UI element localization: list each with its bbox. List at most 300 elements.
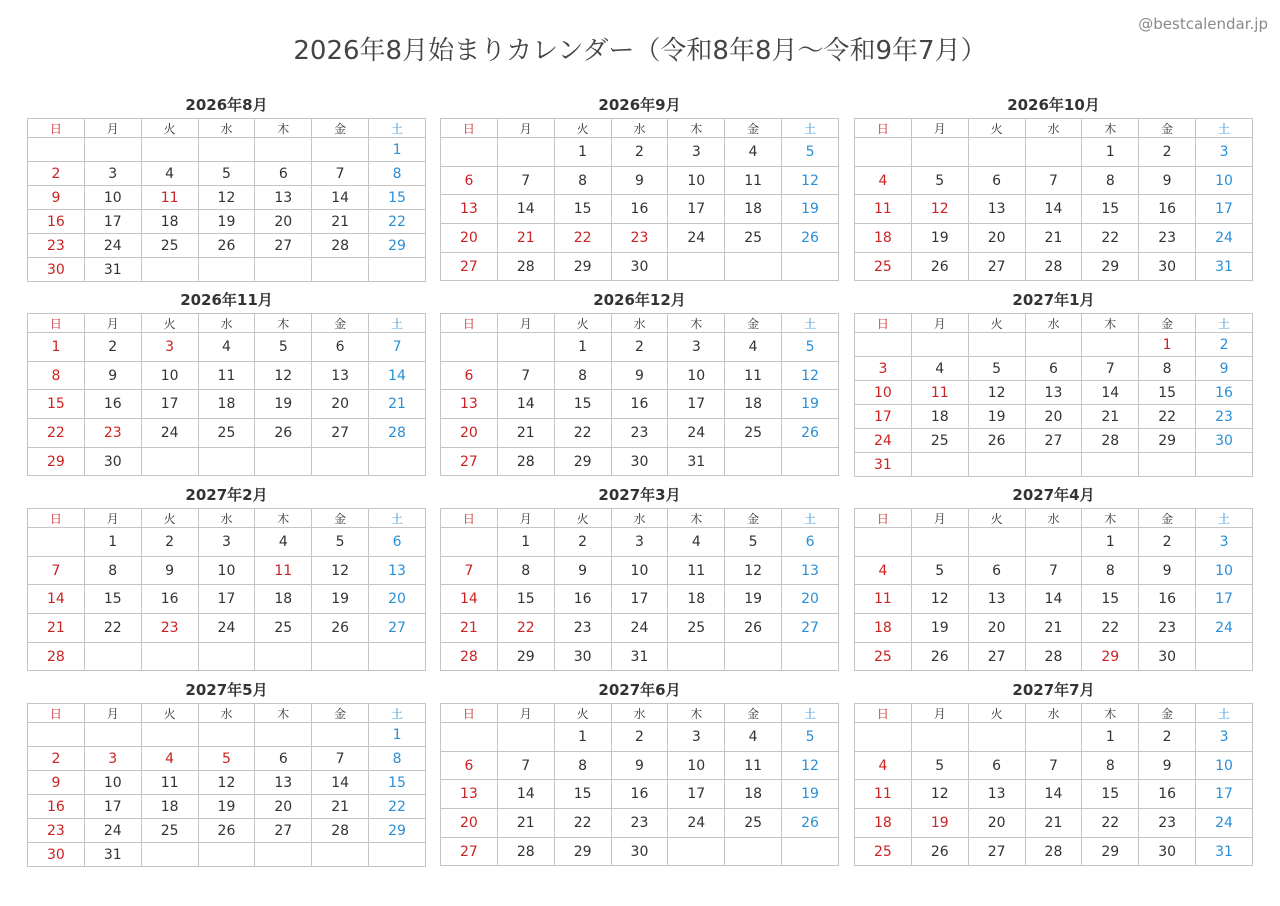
day-cell: 23 [611, 224, 668, 253]
day-cell: 12 [255, 361, 312, 390]
weekday-header: 木 [1082, 119, 1139, 138]
month-table [440, 508, 839, 671]
week-row [441, 751, 839, 780]
day-cell: 19 [255, 390, 312, 419]
day-cell: 24 [668, 809, 725, 838]
day-cell: 4 [911, 357, 968, 381]
day-cell: 23 [611, 809, 668, 838]
empty-cell [198, 138, 255, 162]
week-row [855, 224, 1253, 253]
weekday-header: 土 [1196, 119, 1253, 138]
weekday-header: 日 [28, 119, 85, 138]
day-cell: 3 [84, 162, 141, 186]
day-cell: 23 [554, 614, 611, 643]
month-calendar [27, 677, 426, 867]
month-calendar [854, 287, 1253, 477]
week-row [855, 429, 1253, 453]
day-cell: 25 [725, 224, 782, 253]
day-cell: 29 [1139, 429, 1196, 453]
empty-cell [441, 333, 498, 362]
day-cell: 17 [855, 405, 912, 429]
day-cell: 14 [1025, 780, 1082, 809]
day-cell: 17 [1196, 195, 1253, 224]
day-cell: 2 [554, 528, 611, 557]
month-table [27, 313, 426, 476]
week-row [855, 405, 1253, 429]
day-cell: 5 [911, 751, 968, 780]
empty-cell [312, 642, 369, 671]
day-cell: 21 [312, 795, 369, 819]
week-row [855, 780, 1253, 809]
empty-cell [497, 333, 554, 362]
weekday-header: 火 [141, 119, 198, 138]
empty-cell [1025, 528, 1082, 557]
weekday-header: 金 [312, 314, 369, 333]
week-row [441, 333, 839, 362]
day-cell: 30 [84, 447, 141, 476]
day-cell: 8 [1082, 166, 1139, 195]
day-cell: 22 [1082, 614, 1139, 643]
week-row [855, 642, 1253, 671]
day-cell: 16 [1139, 195, 1196, 224]
day-cell: 1 [497, 528, 554, 557]
weekday-header: 月 [497, 314, 554, 333]
weekday-header: 金 [725, 509, 782, 528]
empty-cell [911, 138, 968, 167]
day-cell: 19 [312, 585, 369, 614]
day-cell: 31 [855, 453, 912, 477]
day-cell: 27 [968, 642, 1025, 671]
day-cell: 6 [441, 166, 498, 195]
weekday-header: 水 [1025, 314, 1082, 333]
day-cell: 29 [497, 642, 554, 671]
day-cell: 22 [554, 809, 611, 838]
day-cell: 29 [554, 252, 611, 281]
day-cell: 8 [84, 556, 141, 585]
day-cell: 11 [141, 186, 198, 210]
weekday-header: 月 [497, 704, 554, 723]
day-cell: 21 [1082, 405, 1139, 429]
day-cell: 6 [968, 556, 1025, 585]
weekday-header: 金 [1139, 119, 1196, 138]
day-cell: 24 [84, 234, 141, 258]
day-cell: 25 [198, 419, 255, 448]
weekday-header: 日 [441, 314, 498, 333]
day-cell: 19 [911, 224, 968, 253]
month-table [854, 313, 1253, 477]
day-cell: 30 [28, 843, 85, 867]
weekday-header: 日 [441, 119, 498, 138]
day-cell: 29 [1082, 252, 1139, 281]
day-cell: 7 [312, 162, 369, 186]
weekday-header: 日 [855, 314, 912, 333]
day-cell: 31 [84, 258, 141, 282]
day-cell: 14 [1025, 585, 1082, 614]
day-cell: 8 [369, 747, 426, 771]
week-row [28, 585, 426, 614]
day-cell: 28 [1025, 837, 1082, 866]
day-cell: 13 [255, 186, 312, 210]
day-cell: 26 [312, 614, 369, 643]
day-cell: 22 [497, 614, 554, 643]
day-cell: 13 [968, 195, 1025, 224]
empty-cell [369, 642, 426, 671]
week-row [28, 771, 426, 795]
weekday-header: 日 [441, 509, 498, 528]
empty-cell [968, 723, 1025, 752]
day-cell: 31 [1196, 837, 1253, 866]
day-cell: 7 [1025, 166, 1082, 195]
day-cell: 18 [198, 390, 255, 419]
weekday-header-row [28, 704, 426, 723]
day-cell: 11 [141, 771, 198, 795]
month-title: 2026年12月 [593, 291, 686, 309]
day-cell: 23 [28, 819, 85, 843]
day-cell: 9 [611, 166, 668, 195]
weekday-header: 土 [369, 509, 426, 528]
day-cell: 8 [497, 556, 554, 585]
day-cell: 16 [1196, 381, 1253, 405]
empty-cell [255, 642, 312, 671]
day-cell: 14 [497, 195, 554, 224]
day-cell: 24 [611, 614, 668, 643]
day-cell: 23 [1139, 809, 1196, 838]
day-cell: 22 [1139, 405, 1196, 429]
day-cell: 3 [1196, 723, 1253, 752]
empty-cell [28, 138, 85, 162]
day-cell: 27 [369, 614, 426, 643]
day-cell: 16 [28, 210, 85, 234]
day-cell: 24 [668, 224, 725, 253]
empty-cell [28, 528, 85, 557]
week-row [441, 556, 839, 585]
weekday-header: 日 [855, 509, 912, 528]
day-cell: 14 [312, 771, 369, 795]
day-cell: 17 [611, 585, 668, 614]
empty-cell [255, 447, 312, 476]
empty-cell [782, 837, 839, 866]
day-cell: 17 [1196, 780, 1253, 809]
empty-cell [911, 723, 968, 752]
day-cell: 2 [28, 747, 85, 771]
day-cell: 1 [554, 333, 611, 362]
day-cell: 13 [441, 780, 498, 809]
day-cell: 8 [369, 162, 426, 186]
day-cell: 13 [441, 195, 498, 224]
day-cell: 23 [1139, 614, 1196, 643]
day-cell: 10 [84, 771, 141, 795]
week-row [855, 252, 1253, 281]
day-cell: 4 [198, 333, 255, 362]
week-row [441, 419, 839, 448]
month-title: 2026年11月 [180, 291, 273, 309]
day-cell: 15 [1139, 381, 1196, 405]
month-calendar [440, 92, 839, 281]
weekday-header: 土 [1196, 509, 1253, 528]
day-cell: 9 [28, 186, 85, 210]
day-cell: 8 [554, 166, 611, 195]
day-cell: 6 [782, 528, 839, 557]
empty-cell [1196, 453, 1253, 477]
empty-cell [782, 642, 839, 671]
month-table [440, 118, 839, 281]
day-cell: 16 [1139, 585, 1196, 614]
page-title: 2026年8月始まりカレンダー（令和8年8月〜令和9年7月） [293, 36, 987, 66]
month-title: 2027年5月 [185, 681, 268, 699]
day-cell: 27 [255, 234, 312, 258]
day-cell: 9 [28, 771, 85, 795]
day-cell: 29 [1082, 642, 1139, 671]
weekday-header-row [441, 119, 839, 138]
day-cell: 28 [1025, 642, 1082, 671]
weekday-header-row [28, 509, 426, 528]
day-cell: 25 [911, 429, 968, 453]
day-cell: 2 [611, 333, 668, 362]
day-cell: 16 [84, 390, 141, 419]
week-row [28, 210, 426, 234]
weekday-header: 火 [968, 704, 1025, 723]
empty-cell [141, 447, 198, 476]
day-cell: 15 [369, 186, 426, 210]
day-cell: 16 [611, 390, 668, 419]
day-cell: 17 [1196, 585, 1253, 614]
month-calendar [854, 482, 1253, 671]
day-cell: 12 [725, 556, 782, 585]
empty-cell [911, 453, 968, 477]
empty-cell [725, 252, 782, 281]
day-cell: 20 [369, 585, 426, 614]
day-cell: 16 [1139, 780, 1196, 809]
day-cell: 16 [611, 780, 668, 809]
weekday-header: 土 [782, 509, 839, 528]
day-cell: 30 [1139, 252, 1196, 281]
week-row [28, 258, 426, 282]
day-cell: 19 [198, 210, 255, 234]
day-cell: 3 [198, 528, 255, 557]
empty-cell [855, 528, 912, 557]
day-cell: 17 [141, 390, 198, 419]
day-cell: 27 [255, 819, 312, 843]
day-cell: 5 [782, 333, 839, 362]
day-cell: 22 [369, 210, 426, 234]
day-cell: 26 [968, 429, 1025, 453]
empty-cell [968, 453, 1025, 477]
day-cell: 18 [855, 224, 912, 253]
empty-cell [497, 723, 554, 752]
day-cell: 7 [28, 556, 85, 585]
day-cell: 5 [198, 162, 255, 186]
week-row [28, 333, 426, 362]
day-cell: 17 [668, 195, 725, 224]
month-calendar [27, 92, 426, 282]
weekday-header-row [441, 509, 839, 528]
day-cell: 18 [725, 780, 782, 809]
day-cell: 23 [1139, 224, 1196, 253]
day-cell: 14 [369, 361, 426, 390]
week-row [441, 723, 839, 752]
day-cell: 3 [1196, 528, 1253, 557]
weekday-header: 月 [911, 119, 968, 138]
week-row [855, 138, 1253, 167]
day-cell: 3 [668, 723, 725, 752]
day-cell: 17 [668, 390, 725, 419]
month-title: 2027年6月 [598, 681, 681, 699]
day-cell: 28 [1025, 252, 1082, 281]
month-title: 2027年3月 [598, 486, 681, 504]
day-cell: 18 [255, 585, 312, 614]
day-cell: 15 [554, 780, 611, 809]
day-cell: 7 [312, 747, 369, 771]
empty-cell [255, 723, 312, 747]
week-row [28, 186, 426, 210]
day-cell: 3 [84, 747, 141, 771]
day-cell: 4 [725, 723, 782, 752]
day-cell: 9 [1139, 556, 1196, 585]
month-table [27, 703, 426, 867]
day-cell: 5 [911, 556, 968, 585]
weekday-header: 火 [968, 509, 1025, 528]
day-cell: 16 [141, 585, 198, 614]
weekday-header: 木 [668, 314, 725, 333]
empty-cell [141, 258, 198, 282]
week-row [855, 195, 1253, 224]
week-row [855, 166, 1253, 195]
weekday-header-row [441, 704, 839, 723]
day-cell: 17 [84, 795, 141, 819]
day-cell: 5 [911, 166, 968, 195]
week-row [28, 138, 426, 162]
empty-cell [255, 843, 312, 867]
day-cell: 21 [1025, 224, 1082, 253]
empty-cell [84, 138, 141, 162]
weekday-header: 月 [911, 509, 968, 528]
weekday-header: 金 [1139, 314, 1196, 333]
day-cell: 1 [554, 138, 611, 167]
day-cell: 15 [554, 195, 611, 224]
day-cell: 17 [198, 585, 255, 614]
day-cell: 26 [782, 419, 839, 448]
day-cell: 11 [725, 361, 782, 390]
week-row [441, 195, 839, 224]
empty-cell [725, 837, 782, 866]
day-cell: 20 [968, 614, 1025, 643]
week-row [28, 642, 426, 671]
empty-cell [782, 252, 839, 281]
day-cell: 30 [28, 258, 85, 282]
day-cell: 10 [668, 361, 725, 390]
day-cell: 12 [198, 186, 255, 210]
day-cell: 24 [1196, 224, 1253, 253]
day-cell: 5 [782, 138, 839, 167]
day-cell: 30 [1139, 642, 1196, 671]
week-row [441, 642, 839, 671]
day-cell: 2 [28, 162, 85, 186]
weekday-header: 土 [782, 704, 839, 723]
day-cell: 6 [441, 751, 498, 780]
day-cell: 19 [911, 614, 968, 643]
day-cell: 9 [554, 556, 611, 585]
weekday-header: 火 [141, 509, 198, 528]
month-calendar [27, 287, 426, 476]
day-cell: 19 [782, 390, 839, 419]
day-cell: 28 [312, 819, 369, 843]
weekday-header: 水 [1025, 119, 1082, 138]
day-cell: 20 [312, 390, 369, 419]
day-cell: 23 [84, 419, 141, 448]
day-cell: 3 [668, 138, 725, 167]
empty-cell [668, 837, 725, 866]
day-cell: 11 [198, 361, 255, 390]
day-cell: 11 [668, 556, 725, 585]
day-cell: 11 [725, 751, 782, 780]
day-cell: 24 [1196, 614, 1253, 643]
week-row [441, 166, 839, 195]
empty-cell [141, 642, 198, 671]
week-row [441, 252, 839, 281]
day-cell: 10 [611, 556, 668, 585]
day-cell: 4 [855, 556, 912, 585]
empty-cell [141, 723, 198, 747]
empty-cell [441, 528, 498, 557]
day-cell: 12 [911, 780, 968, 809]
day-cell: 5 [782, 723, 839, 752]
day-cell: 23 [28, 234, 85, 258]
day-cell: 10 [198, 556, 255, 585]
weekday-header: 水 [1025, 509, 1082, 528]
day-cell: 3 [668, 333, 725, 362]
day-cell: 18 [141, 210, 198, 234]
day-cell: 27 [441, 252, 498, 281]
day-cell: 23 [611, 419, 668, 448]
day-cell: 29 [369, 234, 426, 258]
empty-cell [369, 843, 426, 867]
day-cell: 20 [255, 210, 312, 234]
empty-cell [198, 723, 255, 747]
week-row [441, 447, 839, 476]
day-cell: 3 [855, 357, 912, 381]
day-cell: 29 [28, 447, 85, 476]
weekday-header: 金 [312, 704, 369, 723]
day-cell: 12 [312, 556, 369, 585]
day-cell: 31 [1196, 252, 1253, 281]
day-cell: 4 [855, 166, 912, 195]
empty-cell [369, 258, 426, 282]
day-cell: 13 [255, 771, 312, 795]
weekday-header: 金 [1139, 704, 1196, 723]
day-cell: 14 [1025, 195, 1082, 224]
day-cell: 14 [497, 780, 554, 809]
empty-cell [312, 723, 369, 747]
empty-cell [198, 447, 255, 476]
day-cell: 12 [782, 361, 839, 390]
weekday-header: 日 [855, 704, 912, 723]
day-cell: 7 [1025, 751, 1082, 780]
weekday-header: 木 [255, 119, 312, 138]
day-cell: 30 [1196, 429, 1253, 453]
day-cell: 26 [911, 252, 968, 281]
month-title: 2027年7月 [1012, 681, 1095, 699]
day-cell: 5 [198, 747, 255, 771]
day-cell: 13 [968, 585, 1025, 614]
day-cell: 1 [1139, 333, 1196, 357]
weekday-header: 金 [1139, 509, 1196, 528]
weekday-header: 水 [198, 509, 255, 528]
week-row [855, 333, 1253, 357]
empty-cell [1025, 723, 1082, 752]
day-cell: 28 [497, 447, 554, 476]
day-cell: 19 [911, 809, 968, 838]
month-calendar [854, 677, 1253, 866]
